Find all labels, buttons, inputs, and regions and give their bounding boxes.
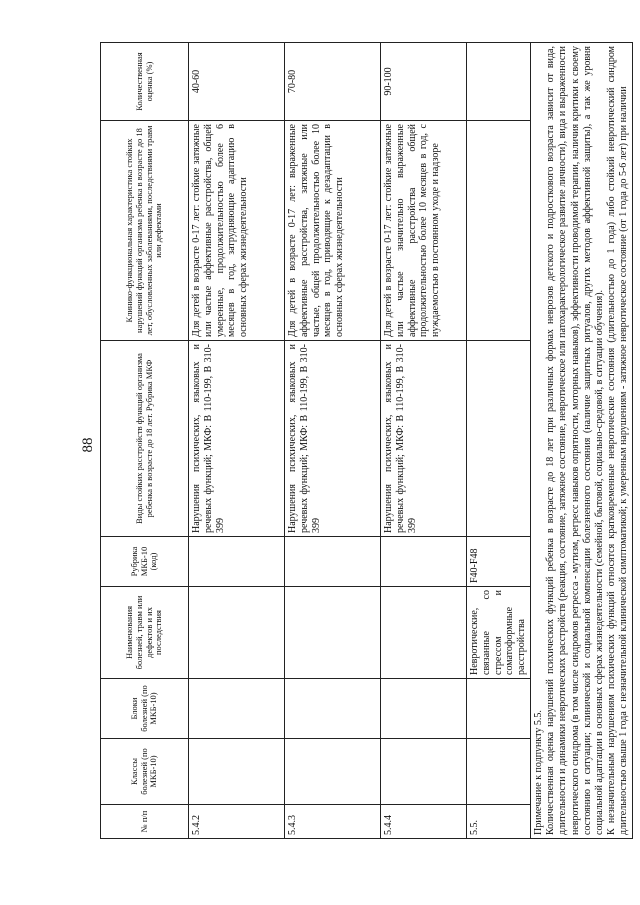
row-num: 5.4.2 [189,805,285,839]
page-number: 88 [80,437,96,453]
row-disorders: Нарушения психических, языковых и речевых функций; МКФ: В 110-199, В 310-399 [285,341,381,537]
note-title: Примечание к подпункту 5.5. [532,710,544,835]
row-disorders: Нарушения психических, языковых и речевых функций; МКФ: В 110-199, В 310-399 [189,341,285,537]
table-row [467,43,531,839]
row-num: 5.5. [467,805,531,839]
row-block [189,679,285,739]
row-code [189,537,285,587]
row-characteristic: Для детей в возрасте 0-17 лет: стойкие затяжные или частые аффективные расстройства, общей умеренные, продолжительностью более 6 месяцев в год, затрудняющие адаптацию в основных сферах жизнедеятельности [189,121,285,341]
header-block: Блоки болезней (по МКБ-10) [101,679,189,739]
row-characteristic: Для детей в возрасте 0-17 лет: стойкие затяжные или частые значительно выраженные аффективные расстройства общей продолжительностью более 10 месяцев в год, с нуждаемостью в постоянном уходе и надзоре [381,121,467,341]
row-disorders [467,341,531,537]
header-disorders: Виды стойких расстройств функций организма ребенка в возрасте до 18 лет. Рубрика МКФ [101,341,189,537]
row-class [189,739,285,805]
row-class [467,739,531,805]
row-num: 5.4.3 [285,805,381,839]
row-name [381,587,467,679]
row-code [381,537,467,587]
row-score: 40-60 [189,43,285,121]
row-name [285,587,381,679]
row-score: 70-80 [285,43,381,121]
row-score [467,43,531,121]
header-num: № п/п [101,805,189,839]
row-num: 5.4.4 [381,805,467,839]
note-paragraph: К незначительным нарушениям психических функций относятся кратковременные невротические состояния (длительностью до 1 года) либо стойкий невротический синдром длительностью свыше 1 года с незначительной клинической симптоматикой; к умеренным нарушениям - затяжное невротическое состояние (от 1 года до 5-6 лет) при наличии [606,46,630,835]
header-class: Классы болезней (по МКБ-10) [101,739,189,805]
row-name: Невротические, связанные со стрессом и соматоформные расстройства [467,587,531,679]
row-score: 90-100 [381,43,467,121]
row-disorders: Нарушения психических, языковых и речевых функций; МКФ: В 110-199, В 310-399 [381,341,467,537]
header-name: Наименования болезней, травм или дефектов и их последствия [101,587,189,679]
header-code: Рубрика МКБ-10 (код) [101,537,189,587]
note-paragraph: Количественная оценка нарушений психических функций ребенка в возрасте до 18 лет при различных формах неврозов детского и подросткового возраста зависит от вида, длительности и динамики невротических расстройств (реакция, состояние, затяжное состояние, невротическое или патохарактерологическое развитие личности), вида и выраженности невротического синдрома (в том числе синдромов регресса - мутизм, регресс навыков опрятности, моторных навыков), эффективности проводимой терапии, наличия критики к своему состоянию и ситуации; клинической и социальной компенсации болезненного состояния (наличие защитных ритуалов, других методов аффективной защиты), а так же уровня социальной адаптации в основных сферах жизнедеятельности (семейной, бытовой, социально-средовой, в ситуации обучения). [545,46,605,835]
note-cell [530,43,633,839]
table-row [381,43,467,839]
row-characteristic: Для детей в возрасте 0-17 лет: выраженные аффективные расстройства, затяжные или частые, общей продолжительностью более 10 месяцев в год, приводящие к дезадаптации в основных сферах жизнедеятельности [285,121,381,341]
note-row [530,43,633,839]
table-row [285,43,381,839]
row-code [285,537,381,587]
table-header-row [101,43,189,839]
header-characteristic: Клинико-функциональная характеристика стойких нарушений функций организма ребенка в возрасте до 18 лет, обусловленных заболеваниями, последствиями травм или дефектами [101,121,189,341]
row-class [381,739,467,805]
row-block [381,679,467,739]
row-block [285,679,381,739]
row-name [189,587,285,679]
row-block [467,679,531,739]
header-score: Количественная оценка (%) [101,43,189,121]
row-characteristic [467,121,531,341]
table-row [189,43,285,839]
row-code: F40-F48 [467,537,531,587]
row-class [285,739,381,805]
disability-criteria-table [100,42,633,839]
